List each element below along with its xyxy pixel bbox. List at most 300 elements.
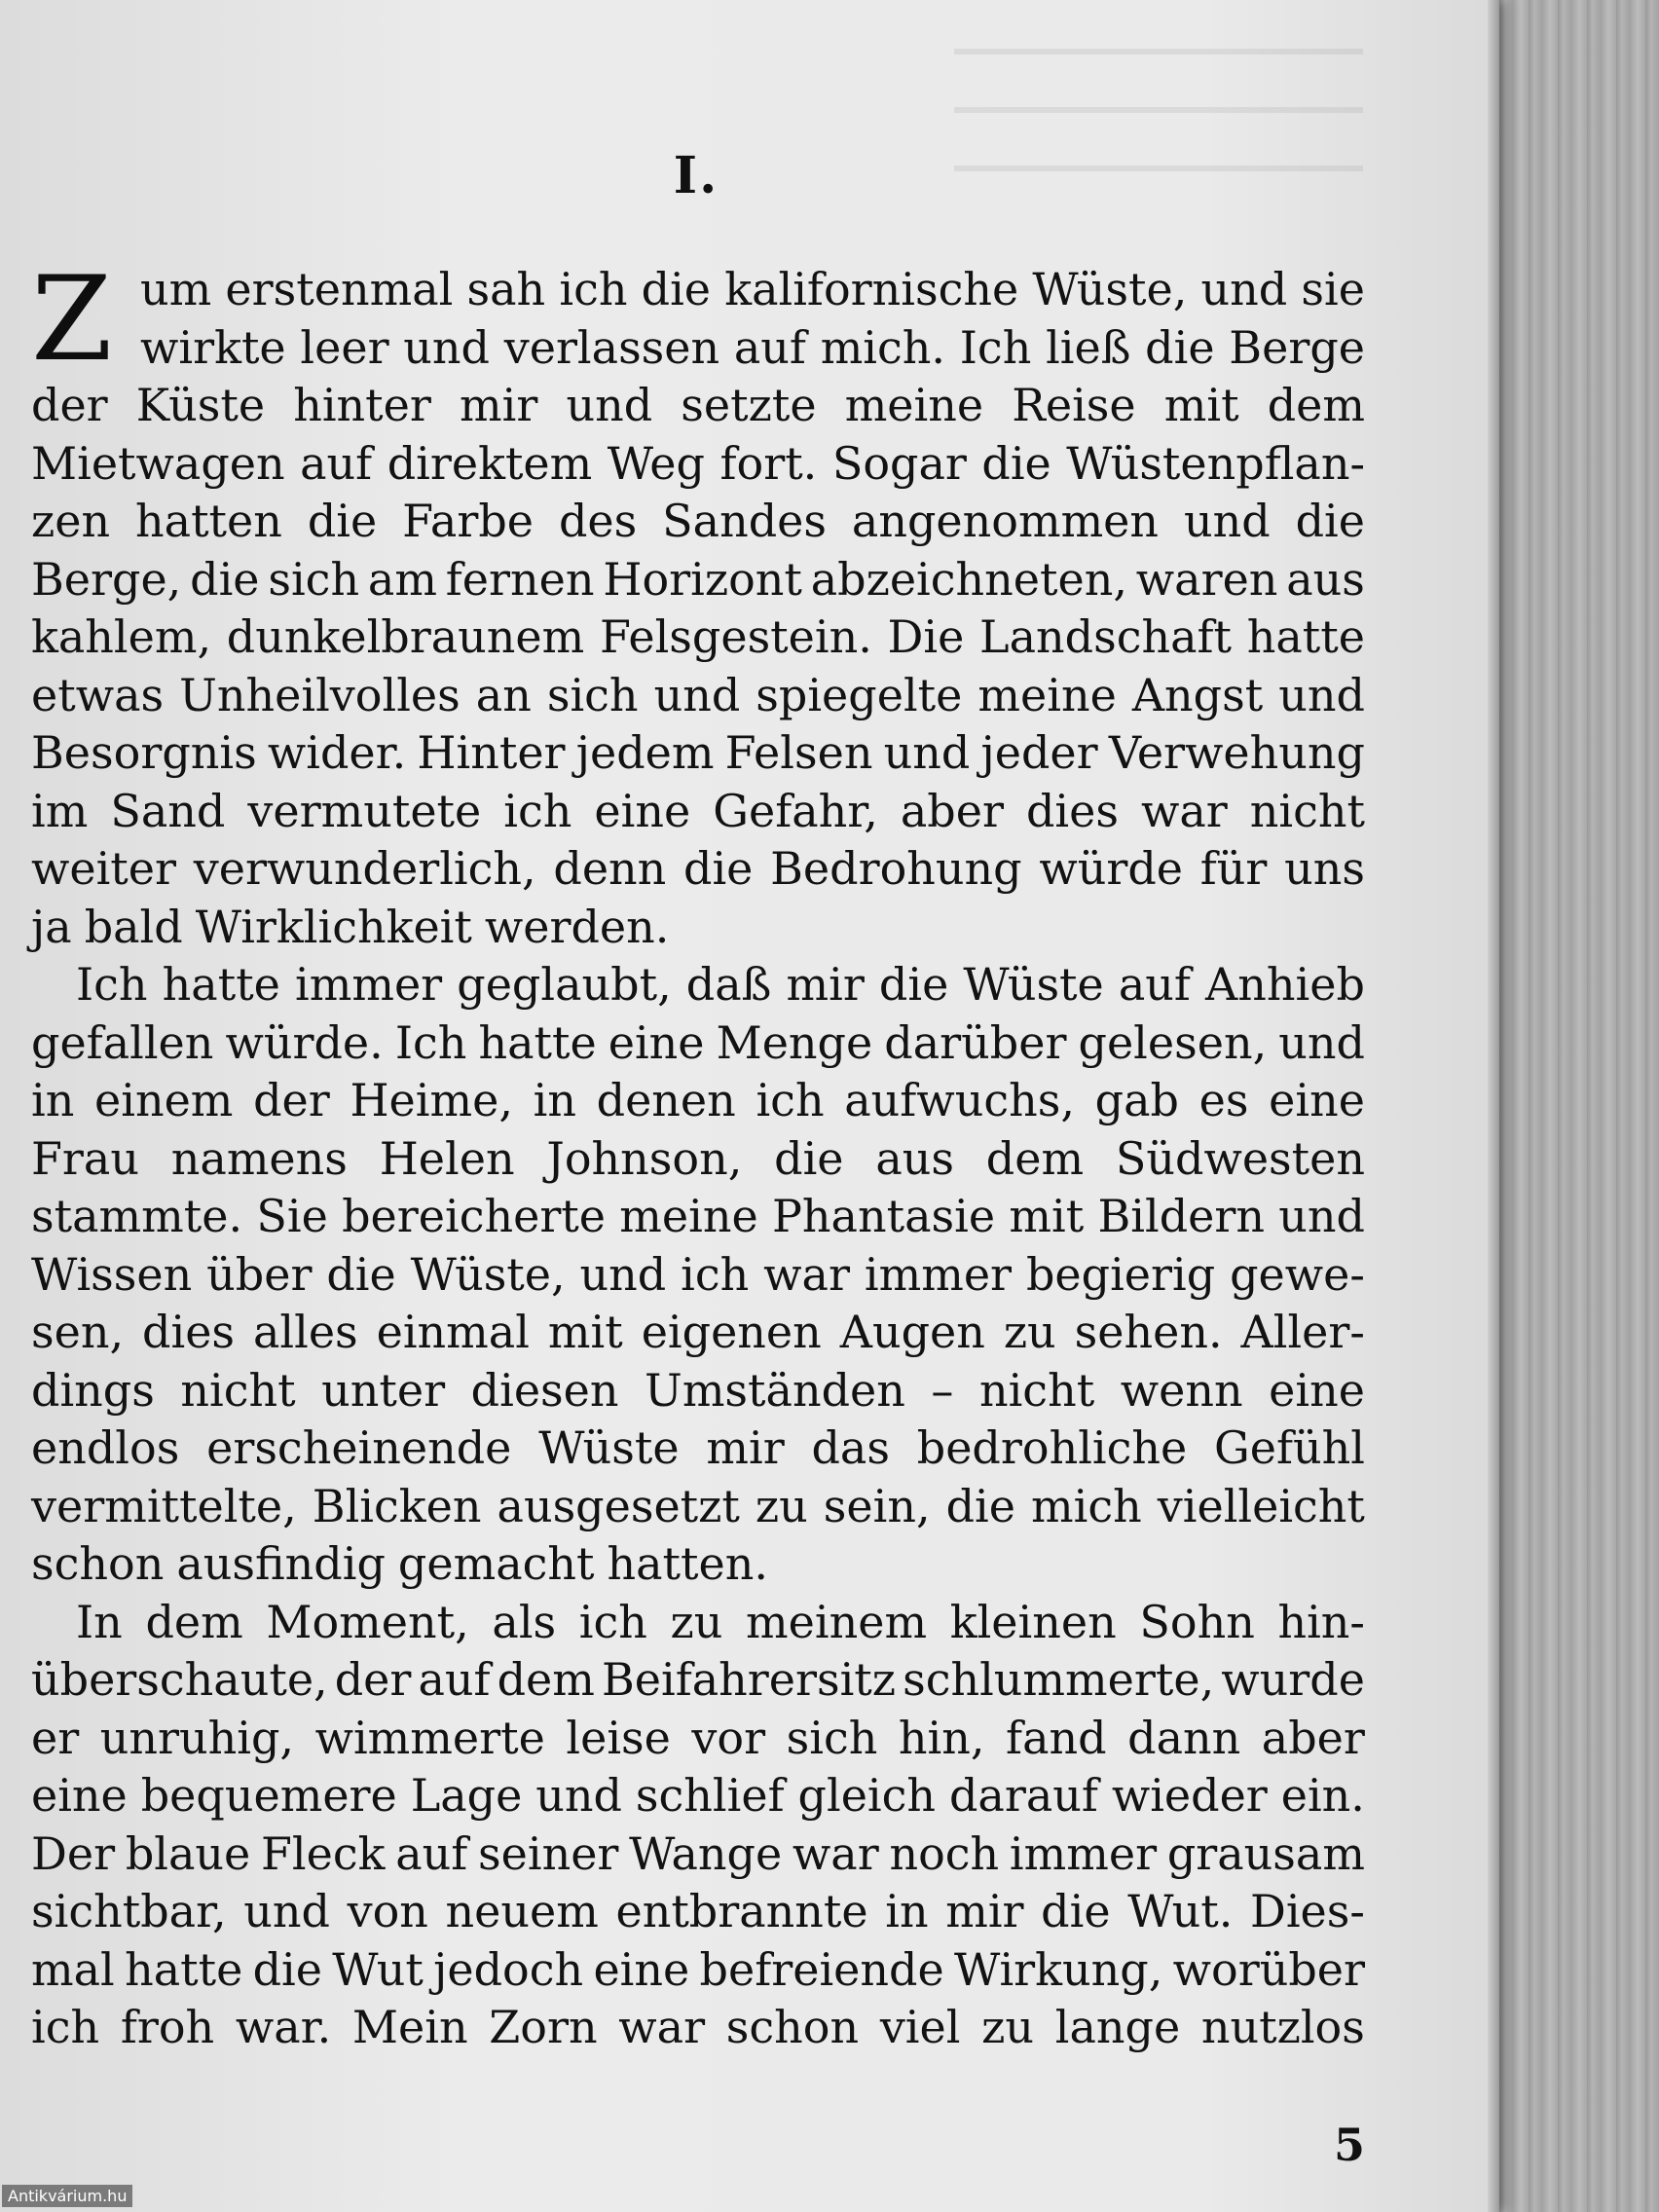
text-line (31, 261, 1365, 319)
word: wirkte (140, 320, 286, 374)
word: angenommen (851, 495, 1160, 547)
word: Verwehung (1108, 726, 1365, 779)
word: ich (578, 1595, 647, 1648)
word: Wüste (963, 958, 1104, 1011)
word: nicht (1249, 784, 1365, 837)
word: schlief (635, 1769, 785, 1822)
word: sein, (823, 1479, 931, 1532)
word: und (403, 320, 490, 374)
word: Beifahrersitz (601, 1653, 897, 1706)
word: eine (1269, 1363, 1365, 1417)
text-line (31, 1941, 1365, 2000)
text-line (31, 1362, 1365, 1420)
word: Wut. (1127, 1885, 1234, 1937)
word: darauf (948, 1769, 1098, 1822)
word: ich (681, 1247, 750, 1301)
word: ausfindig (176, 1537, 386, 1590)
word: ich (31, 2001, 100, 2053)
word: mir (786, 958, 865, 1011)
word: meine (619, 1190, 758, 1242)
word: sich (786, 1711, 878, 1764)
word: hinter (293, 379, 431, 431)
word: Wirkung, (953, 1942, 1163, 1996)
word: Wüstenpflan- (1066, 436, 1365, 490)
word: direktem (387, 436, 593, 490)
word: darüber (884, 1015, 1067, 1069)
word: die (1041, 1885, 1111, 1937)
word: auf (733, 320, 806, 374)
word: die (981, 436, 1051, 490)
word: grausam (1166, 1826, 1365, 1880)
word: noch (889, 1826, 1000, 1880)
word: Felsen (724, 726, 873, 779)
text-line (31, 1999, 1365, 2057)
word: worüber (1172, 1942, 1365, 1996)
word: denn (553, 842, 667, 895)
word: auf (1118, 958, 1191, 1011)
text-line (31, 435, 1365, 494)
word: wenn (1120, 1363, 1243, 1417)
word: die (683, 842, 754, 895)
word: seiner (478, 1826, 619, 1880)
text-line (31, 1710, 1365, 1768)
word: vermittelte, (31, 1479, 297, 1532)
word: schlummerte, (903, 1653, 1215, 1706)
word: hatten. (607, 1537, 768, 1590)
word: meinem (746, 1595, 928, 1648)
word: aus (1286, 552, 1365, 606)
word: gemacht (397, 1537, 595, 1590)
word: Sogar (831, 436, 967, 490)
word: würde (1039, 842, 1183, 895)
text-line (31, 1535, 1365, 1594)
word: zu (981, 2001, 1035, 2053)
word: die (878, 958, 949, 1011)
word: eigenen (641, 1306, 822, 1358)
word: sah (466, 263, 546, 315)
word: Anhieb (1205, 958, 1365, 1011)
word: Lage (410, 1769, 523, 1822)
word: mit (547, 1306, 623, 1358)
word: ja (31, 900, 72, 953)
word: blaue (125, 1826, 251, 1880)
word: weiter (31, 842, 177, 895)
word: Wange (629, 1826, 783, 1880)
word: und (1278, 1015, 1365, 1069)
word: im (31, 784, 89, 837)
word: Wüste, (410, 1247, 566, 1301)
word: vermutete (247, 784, 482, 837)
text-line (31, 551, 1365, 609)
word: Küste (135, 379, 266, 431)
word: mir (945, 1885, 1024, 1937)
word: Johnson, (546, 1131, 743, 1185)
word: bald (84, 900, 183, 953)
word: das (811, 1421, 890, 1474)
word: und (1183, 495, 1271, 547)
word: vielleicht (1157, 1479, 1365, 1532)
word: Heime, (350, 1074, 513, 1126)
word: setzte (681, 379, 817, 431)
word: Menge (716, 1015, 873, 1069)
word: dem (985, 1131, 1085, 1185)
watermark: Antikvárium.hu (2, 2185, 132, 2207)
word: zu (670, 1595, 723, 1648)
word: sich (268, 552, 360, 606)
word: ausgesetzt (497, 1479, 740, 1532)
word: eine (1269, 1074, 1365, 1126)
word: Bedrohung (770, 842, 1022, 895)
word: Sandes (662, 495, 827, 547)
word: aber (900, 784, 1004, 837)
word: dem (1267, 379, 1365, 431)
word: Mietwagen (31, 436, 285, 490)
word: war (618, 2001, 706, 2053)
word: ich (756, 1074, 825, 1126)
text-line (31, 1767, 1365, 1825)
word: immer (295, 958, 443, 1011)
word: befreiende (699, 1942, 944, 1996)
word: es (1198, 1074, 1249, 1126)
word: jedem (575, 726, 715, 779)
word: am (367, 552, 437, 606)
word: alles (252, 1306, 358, 1358)
word: und (1200, 263, 1288, 315)
word: wimmerte (314, 1711, 545, 1764)
word: Gefahr, (713, 784, 878, 837)
word: überschaute, (31, 1653, 328, 1706)
word: Dies- (1249, 1885, 1365, 1937)
word: Sie (256, 1190, 328, 1242)
word: Hinter (417, 726, 566, 779)
word: endlos (31, 1421, 180, 1474)
word: und (579, 1247, 667, 1301)
text-line (31, 608, 1365, 667)
text-line (31, 1072, 1365, 1130)
word: schon (725, 2001, 860, 2053)
word: dies (142, 1306, 236, 1358)
text-line (31, 724, 1365, 783)
text-line (31, 1188, 1365, 1246)
word: leer (300, 320, 389, 374)
word: Sohn (1139, 1595, 1255, 1648)
word: in (885, 1885, 929, 1937)
word: Ich (959, 320, 1032, 374)
word: hatte (125, 1942, 243, 1996)
word: Der (31, 1826, 116, 1880)
word: gewe- (1230, 1247, 1365, 1301)
word: Gefühl (1214, 1421, 1365, 1474)
word: Berge (1229, 320, 1365, 374)
word: Die (887, 610, 965, 663)
text-line (31, 956, 1365, 1014)
word: die (307, 495, 378, 547)
word: eine (608, 1015, 705, 1069)
text-line (31, 667, 1365, 725)
word: Wüste, (1032, 263, 1188, 315)
text-line (31, 1478, 1365, 1536)
word: mal (31, 1942, 115, 1996)
word: war (763, 1247, 850, 1301)
word: jeder (980, 726, 1098, 779)
word: mit (1009, 1190, 1085, 1242)
word: zu (1003, 1306, 1056, 1358)
word: Felsgestein. (599, 610, 872, 663)
word: daß (685, 958, 772, 1011)
word: Südwesten (1115, 1131, 1365, 1185)
word: dings (31, 1363, 155, 1417)
word: unter (321, 1363, 446, 1417)
word: froh (120, 2001, 215, 2053)
word: Wut (332, 1942, 424, 1996)
word: Helen (379, 1131, 515, 1185)
word: Zorn (489, 2001, 598, 2053)
word: eine (594, 784, 691, 837)
word: fort. (719, 436, 818, 490)
word: Weg (607, 436, 705, 490)
word: sie (1301, 263, 1365, 315)
text-line (31, 319, 1365, 378)
word: war (792, 1826, 879, 1880)
text-line (31, 493, 1365, 551)
word: sichtbar, (31, 1885, 227, 1937)
chapter-heading: I. (673, 146, 719, 205)
word: vor (691, 1711, 766, 1764)
word: dem (145, 1595, 243, 1648)
word: begierig (1025, 1247, 1216, 1301)
word: sich (546, 668, 639, 721)
word: mich. (820, 320, 946, 374)
word: etwas (31, 668, 165, 721)
word: Moment, (266, 1595, 469, 1648)
word: Besorgnis (31, 726, 257, 779)
background-surface (1499, 0, 1659, 2212)
word: viel (879, 2001, 961, 2053)
text-line (31, 1651, 1365, 1710)
word: kahlem, (31, 610, 212, 663)
word: Sand (110, 784, 226, 837)
word: kalifornische (724, 263, 1019, 315)
word: Reise (1012, 379, 1136, 431)
word: Farbe (402, 495, 535, 547)
word: ich (503, 784, 572, 837)
word: hatte (162, 958, 280, 1011)
text-line (31, 1825, 1365, 1884)
word: für (1199, 842, 1268, 895)
word: namens (170, 1131, 348, 1185)
word: eine (593, 1942, 690, 1996)
word: – (931, 1363, 954, 1417)
word: eine (31, 1769, 128, 1822)
word: auf (300, 436, 373, 490)
word: dunkelbraunem (226, 610, 585, 663)
word: dem (497, 1653, 595, 1706)
word: Ich (76, 958, 148, 1011)
text-line (31, 1246, 1365, 1305)
text-line (31, 377, 1365, 435)
drop-cap: Z (31, 252, 113, 387)
text-line (31, 1014, 1365, 1073)
word: Umständen (645, 1363, 905, 1417)
text-line (31, 783, 1365, 841)
word: in (533, 1074, 576, 1126)
word: an (475, 668, 532, 721)
word: ich (559, 263, 628, 315)
word: hatten (135, 495, 282, 547)
text-line (31, 899, 1365, 957)
word: die (1295, 495, 1365, 547)
word: Horizont (603, 552, 802, 606)
text-line (31, 1304, 1365, 1362)
word: zu (755, 1479, 808, 1532)
word: die (641, 263, 712, 315)
word: stammte. (31, 1190, 243, 1242)
word: uns (1284, 842, 1365, 895)
word: In (76, 1595, 123, 1648)
word: dann (1127, 1711, 1241, 1764)
word: und (1278, 1190, 1365, 1242)
word: spiegelte (756, 668, 963, 721)
word: in (31, 1074, 75, 1126)
word: hin, (898, 1711, 985, 1764)
word: Ich (394, 1015, 467, 1069)
word: der (334, 1653, 412, 1706)
text-line (31, 1130, 1365, 1189)
word: bereicherte (342, 1190, 607, 1242)
word: und (653, 668, 741, 721)
word: hin- (1277, 1595, 1365, 1648)
word: die (190, 552, 260, 606)
word: Frau (31, 1131, 139, 1185)
text-line (31, 1883, 1365, 1941)
word: Mein (351, 2001, 468, 2053)
word: bedrohliche (916, 1421, 1188, 1474)
word: verwunderlich, (193, 842, 536, 895)
word: war (1140, 784, 1228, 837)
word: geglaubt, (457, 958, 672, 1011)
word: mit (1163, 379, 1239, 431)
word: aufwuchs, (844, 1074, 1075, 1126)
word: wieder (1111, 1769, 1268, 1822)
word: die (252, 1942, 322, 1996)
word: wurde (1221, 1653, 1365, 1706)
word: immer (864, 1247, 1013, 1301)
word: aus (875, 1131, 954, 1185)
word: nicht (978, 1363, 1095, 1417)
word: sehen. (1074, 1306, 1223, 1358)
word: sen, (31, 1306, 125, 1358)
word: jedoch (433, 1942, 584, 1996)
word: schon (31, 1537, 165, 1590)
text-line (31, 1594, 1365, 1652)
word: meine (844, 379, 984, 431)
word: würde. (225, 1015, 384, 1069)
word: und (243, 1885, 330, 1937)
word: lange (1054, 2001, 1181, 2053)
word: nicht (180, 1363, 296, 1417)
word: war. (235, 2001, 332, 2053)
word: werden. (484, 900, 670, 953)
word: bequemere (140, 1769, 397, 1822)
word: kleinen (949, 1595, 1117, 1648)
word: Unheilvolles (179, 668, 461, 721)
word: Aller- (1240, 1306, 1365, 1358)
word: gefallen (31, 1015, 214, 1069)
word: gleich (797, 1769, 937, 1822)
word: als (492, 1595, 557, 1648)
word: mir (460, 379, 538, 431)
word: Wüste (538, 1421, 680, 1474)
word: Blicken (312, 1479, 482, 1532)
word: die (774, 1131, 844, 1185)
word: auf (395, 1826, 468, 1880)
word: Landschaft (979, 610, 1233, 663)
word: und (883, 726, 971, 779)
word: Wissen (31, 1247, 193, 1301)
word: fernen (445, 552, 595, 606)
word: Angst (1131, 668, 1264, 721)
word: mir (706, 1421, 785, 1474)
word: und (535, 1769, 622, 1822)
word: wider. (267, 726, 407, 779)
word: ließ (1046, 320, 1131, 374)
word: gab (1094, 1074, 1179, 1126)
word: abzeichneten, (810, 552, 1127, 606)
word: Wirklichkeit (195, 900, 472, 953)
word: gelesen, (1078, 1015, 1268, 1069)
word: aber (1261, 1711, 1365, 1764)
word: die (945, 1479, 1015, 1532)
word: fand (1006, 1711, 1107, 1764)
word: er (31, 1711, 80, 1764)
word: Augen (839, 1306, 985, 1358)
word: Berge, (31, 552, 182, 606)
word: Fleck (261, 1826, 386, 1880)
word: Bildern (1097, 1190, 1265, 1242)
word: Phantasie (771, 1190, 996, 1242)
word: einmal (376, 1306, 530, 1358)
word: auf (418, 1653, 491, 1706)
body-text (31, 252, 1365, 2057)
word: von (347, 1885, 428, 1937)
word: die (1145, 320, 1215, 374)
text-line (31, 1419, 1365, 1478)
word: erstenmal (225, 263, 454, 315)
word: erscheinende (206, 1421, 512, 1474)
word: des (558, 495, 638, 547)
word: hatte (478, 1015, 597, 1069)
word: mich (1031, 1479, 1142, 1532)
word: diesen (470, 1363, 619, 1417)
word: immer (1009, 1826, 1158, 1880)
word: neuem (445, 1885, 599, 1937)
word: und (1278, 668, 1365, 721)
word: waren (1135, 552, 1278, 606)
word: hatte (1246, 610, 1365, 663)
word: einem (94, 1074, 234, 1126)
word: der (253, 1074, 330, 1126)
word: zen (31, 495, 111, 547)
page-edge (1488, 0, 1499, 2212)
word: leise (566, 1711, 671, 1764)
word: denen (596, 1074, 736, 1126)
text-line (31, 840, 1365, 899)
word: entbrannte (615, 1885, 868, 1937)
word: verlassen (503, 320, 720, 374)
word: der (31, 379, 108, 431)
word: über (206, 1247, 313, 1301)
page-number: 5 (1334, 2119, 1366, 2171)
